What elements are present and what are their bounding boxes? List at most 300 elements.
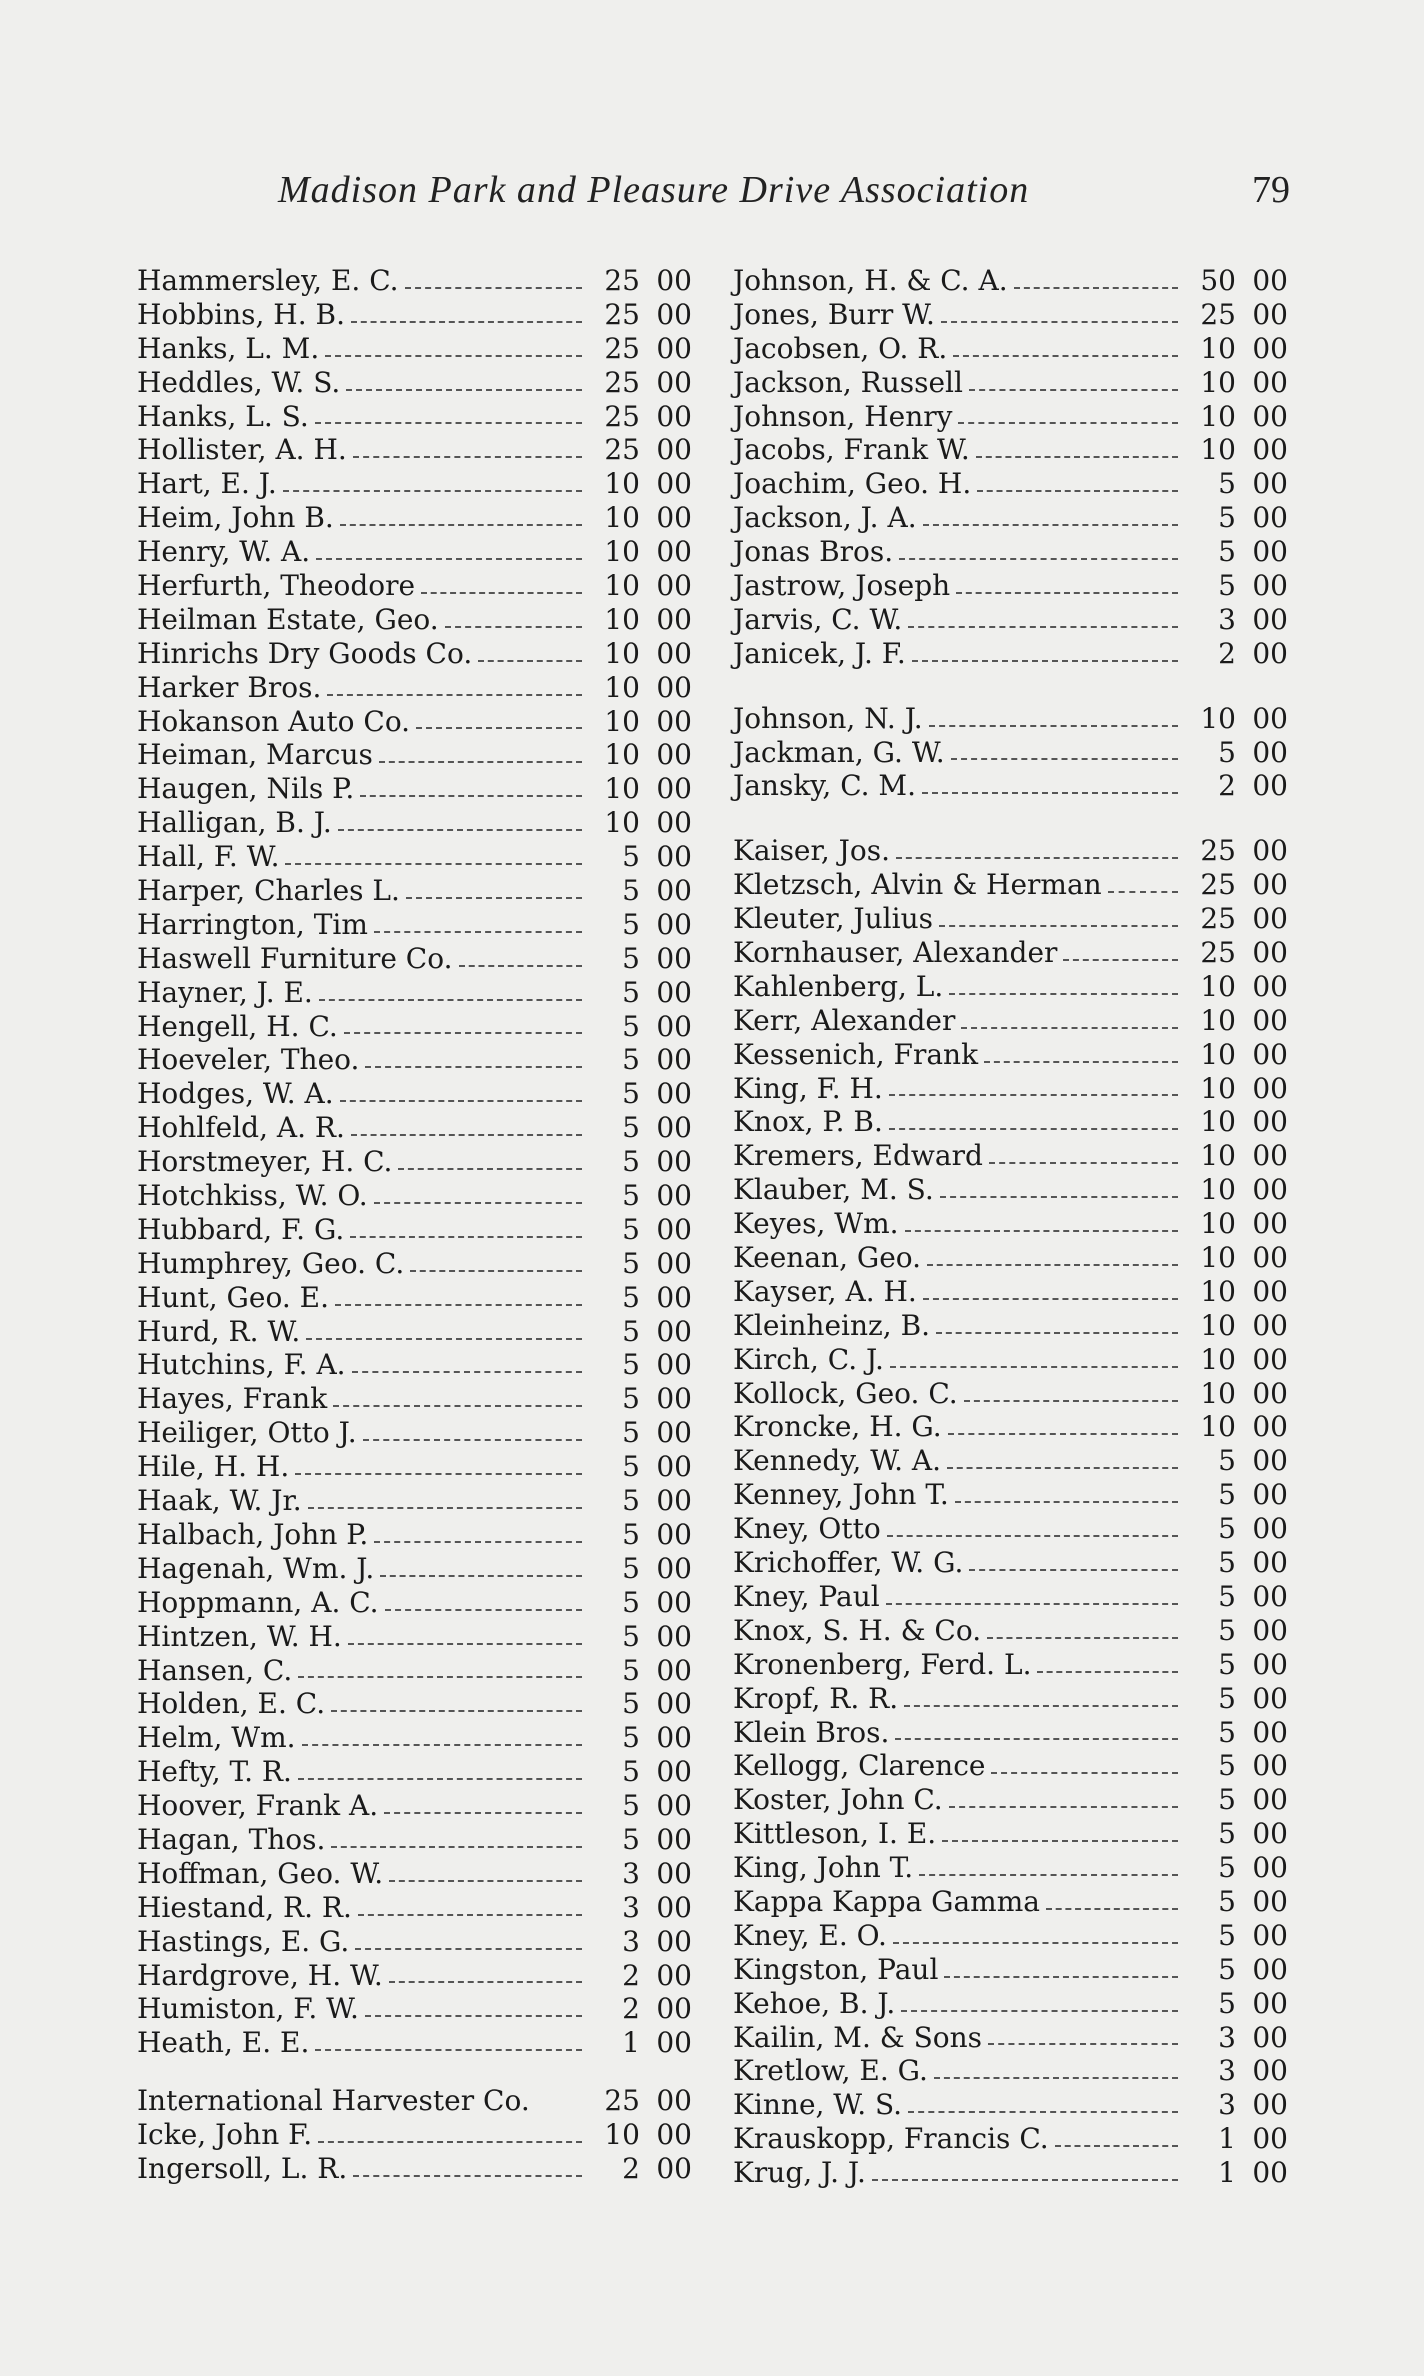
- contributor-row: [137, 1823, 692, 1857]
- contributor-row: [733, 1682, 1288, 1716]
- contributor-row: [733, 1072, 1288, 1106]
- leader-dots: [908, 2111, 1178, 2113]
- amount-cents: 00: [1252, 569, 1288, 602]
- leader-dots: [351, 1134, 582, 1136]
- contributor-name: Klein Bros.: [733, 1715, 890, 1749]
- contributor-name: Knox, S. H. & Co.: [733, 1613, 982, 1647]
- contributor-name: Halligan, B. J.: [137, 806, 332, 840]
- contributor-name: Johnson, H. & C. A.: [733, 263, 1008, 297]
- amount-dollars: 2: [622, 2151, 640, 2185]
- amount-cents: 00: [1252, 1342, 1288, 1376]
- contributor-row: [733, 736, 1288, 770]
- contributor-name: Helm, Wm.: [137, 1721, 296, 1755]
- leader-dots: [940, 1196, 1178, 1198]
- contributor-row: [137, 840, 692, 874]
- amount-cents: 00: [1252, 1478, 1288, 1512]
- contributor-name: Kronenberg, Ferd. L.: [733, 1647, 1032, 1681]
- contributor-name: Hotchkiss, W. O.: [137, 1179, 368, 1213]
- contributor-row: [137, 874, 692, 908]
- amount-cents: 00: [656, 1111, 692, 1145]
- amount-dollars: 5: [1218, 1613, 1236, 1647]
- contributor-name: Krauskopp, Francis C.: [733, 2122, 1049, 2156]
- contributor-row: [733, 1580, 1288, 1614]
- contributor-row: [733, 433, 1288, 467]
- contributor-name: Horstmeyer, H. C.: [137, 1145, 393, 1179]
- contributor-row: [137, 772, 692, 806]
- leader-dots: [944, 1976, 1178, 1978]
- amount-cents: 00: [656, 772, 692, 806]
- amount-dollars: 5: [1218, 1444, 1236, 1478]
- contributor-row: [733, 1749, 1288, 1783]
- contributor-name: Kappa Kappa Gamma: [733, 1884, 1040, 1918]
- contributor-row: [733, 535, 1288, 569]
- amount-cents: 00: [1252, 1817, 1288, 1851]
- leader-dots: [893, 1942, 1178, 1944]
- running-title: Madison Park and Pleasure Drive Association: [278, 169, 1030, 211]
- contributor-row: [137, 1620, 692, 1654]
- amount-dollars: 1: [622, 2026, 640, 2060]
- contributor-row: [733, 2122, 1288, 2156]
- amount-dollars: 10: [1200, 331, 1236, 365]
- amount-dollars: 10: [1200, 365, 1236, 399]
- contributor-row: [137, 1687, 692, 1721]
- contributor-row: [137, 1789, 692, 1823]
- amount-cents: 00: [1252, 1851, 1288, 1885]
- contributor-row: [733, 970, 1288, 1004]
- amount-cents: 00: [656, 2084, 692, 2118]
- contributor-name: Johnson, N. J.: [733, 701, 923, 735]
- amount-cents: 00: [656, 467, 692, 501]
- amount-cents: 00: [656, 1246, 692, 1280]
- amount-dollars: 10: [604, 704, 640, 738]
- leader-dots: [886, 1603, 1178, 1605]
- amount-dollars: 2: [1218, 636, 1236, 670]
- amount-dollars: 3: [1218, 2088, 1236, 2122]
- leader-dots: [306, 1338, 582, 1340]
- amount-cents: 00: [1252, 969, 1288, 1003]
- amount-dollars: 5: [622, 1077, 640, 1111]
- section-gap: [733, 803, 1288, 834]
- leader-dots: [934, 2077, 1178, 2079]
- amount-cents: 00: [1252, 1715, 1288, 1749]
- contributor-name: Hall, F. W.: [137, 840, 280, 874]
- amount-cents: 00: [656, 1450, 692, 1484]
- amount-dollars: 5: [1218, 1918, 1236, 1952]
- amount-dollars: 10: [1200, 433, 1236, 467]
- contributor-name: Hayner, J. E.: [137, 975, 313, 1009]
- leader-dots: [348, 1643, 582, 1645]
- amount-cents: 00: [1252, 1274, 1288, 1308]
- contributor-name: Hubbard, F. G.: [137, 1212, 345, 1246]
- contributor-name: Henry, W. A.: [137, 535, 311, 569]
- amount-cents: 00: [656, 501, 692, 535]
- contributor-row: [137, 1111, 692, 1145]
- amount-cents: 00: [656, 840, 692, 874]
- amount-dollars: 5: [1218, 1546, 1236, 1580]
- leader-dots: [956, 592, 1178, 594]
- leader-dots: [929, 725, 1178, 727]
- amount-dollars: 25: [604, 297, 640, 331]
- amount-dollars: 5: [622, 1687, 640, 1721]
- leader-dots: [331, 1846, 582, 1848]
- amount-cents: 00: [656, 1992, 692, 2026]
- leader-dots: [352, 1371, 582, 1373]
- amount-dollars: 5: [1218, 569, 1236, 602]
- amount-dollars: 3: [1218, 602, 1236, 636]
- contributor-name: Kney, Paul: [733, 1579, 880, 1613]
- amount-cents: 00: [1252, 1003, 1288, 1037]
- leader-dots: [949, 993, 1178, 995]
- contributor-name: Hoeveler, Theo.: [137, 1043, 360, 1077]
- leader-dots: [958, 422, 1178, 424]
- amount-cents: 00: [1252, 834, 1288, 868]
- amount-dollars: 10: [604, 2118, 640, 2152]
- contributor-name: Kenney, John T.: [733, 1478, 949, 1512]
- contributor-name: Joachim, Geo. H.: [733, 467, 972, 501]
- amount-cents: 00: [656, 806, 692, 840]
- contributor-name: Janicek, J. F.: [733, 636, 906, 670]
- amount-dollars: 5: [622, 1721, 640, 1755]
- contributor-name: Kellogg, Clarence: [733, 1749, 986, 1783]
- contributor-row: [137, 1891, 692, 1925]
- contributor-name: Heiliger, Otto J.: [137, 1416, 357, 1450]
- contributor-row: [733, 1953, 1288, 1987]
- leader-dots: [1108, 891, 1178, 893]
- contributor-row: [733, 1716, 1288, 1750]
- contributor-name: Heath, E. E.: [137, 2026, 310, 2060]
- contributor-name: Jones, Burr W.: [733, 297, 935, 331]
- amount-dollars: 5: [1218, 467, 1236, 501]
- contributor-row: [137, 569, 692, 603]
- amount-cents: 00: [1252, 1376, 1288, 1410]
- contributor-name: Hastings, E. G.: [137, 1924, 350, 1958]
- amount-dollars: 10: [1200, 1105, 1236, 1139]
- amount-cents: 00: [656, 1416, 692, 1450]
- leader-dots: [365, 2015, 582, 2017]
- amount-dollars: 10: [1200, 1173, 1236, 1207]
- contributor-row: [733, 1411, 1288, 1445]
- leader-dots: [901, 2010, 1178, 2012]
- amount-dollars: 5: [622, 1484, 640, 1518]
- contributor-row: [137, 1857, 692, 1891]
- leader-dots: [344, 1032, 582, 1034]
- leader-dots: [302, 1744, 582, 1746]
- contributor-name: Hanks, L. S.: [137, 399, 309, 433]
- leader-dots: [942, 1840, 1178, 1842]
- contributor-row: [733, 1105, 1288, 1139]
- contributor-name: Humphrey, Geo. C.: [137, 1246, 405, 1280]
- contributor-row: [733, 2156, 1288, 2190]
- amount-cents: 00: [1252, 1952, 1288, 1986]
- leader-dots: [315, 422, 582, 424]
- contributor-row: [137, 705, 692, 739]
- contributor-name: Kaiser, Jos.: [733, 834, 890, 868]
- leader-dots: [351, 321, 582, 323]
- amount-dollars: 5: [1218, 1478, 1236, 1512]
- contributor-name: Hobbins, H. B.: [137, 297, 345, 331]
- leader-dots: [961, 1027, 1178, 1029]
- amount-dollars: 5: [622, 1416, 640, 1450]
- leader-dots: [340, 524, 582, 526]
- leader-dots: [385, 1609, 582, 1611]
- amount-cents: 00: [656, 670, 692, 704]
- contributor-name: Kingston, Paul: [733, 1952, 939, 1986]
- contributor-row: [137, 1721, 692, 1755]
- amount-cents: 00: [1252, 1884, 1288, 1918]
- leader-dots: [353, 2175, 582, 2177]
- amount-dollars: 5: [622, 1551, 640, 1585]
- amount-dollars: 10: [1200, 1410, 1236, 1444]
- contributor-name: Haswell Furniture Co.: [137, 941, 453, 975]
- contributor-row: [733, 769, 1288, 803]
- amount-cents: 00: [656, 1484, 692, 1518]
- amount-cents: 00: [1252, 297, 1288, 331]
- leader-dots: [333, 1405, 582, 1407]
- amount-dollars: 25: [1200, 902, 1236, 936]
- leader-dots: [363, 1439, 582, 1441]
- contributor-name: Heim, John B.: [137, 501, 334, 535]
- leader-dots: [1055, 2145, 1178, 2147]
- amount-dollars: 10: [1200, 399, 1236, 433]
- contributor-name: Jonas Bros.: [733, 535, 894, 569]
- amount-cents: 00: [656, 2026, 692, 2060]
- amount-dollars: 25: [1200, 297, 1236, 331]
- leader-dots: [374, 931, 582, 933]
- leader-dots: [384, 1812, 582, 1814]
- contributor-name: Jackson, Russell: [733, 365, 963, 399]
- contributor-name: Kney, E. O.: [733, 1918, 887, 1952]
- amount-cents: 00: [1252, 2054, 1288, 2088]
- contributor-row: [137, 501, 692, 535]
- leader-dots: [445, 626, 582, 628]
- amount-cents: 00: [656, 941, 692, 975]
- amount-cents: 00: [1252, 1512, 1288, 1546]
- amount-dollars: 3: [1218, 2054, 1236, 2088]
- contributor-row: [733, 298, 1288, 332]
- amount-dollars: 5: [622, 1382, 640, 1416]
- amount-cents: 00: [656, 331, 692, 365]
- contributor-name: Jastrow, Joseph: [733, 569, 951, 602]
- amount-cents: 00: [656, 297, 692, 331]
- contributor-row: [733, 637, 1288, 671]
- amount-dollars: 5: [1218, 1749, 1236, 1783]
- amount-dollars: 5: [622, 874, 640, 908]
- leader-dots: [365, 1066, 582, 1068]
- contributor-name: Knox, P. B.: [733, 1105, 883, 1139]
- contributor-name: Hanks, L. M.: [137, 331, 320, 365]
- contributor-row: [733, 1343, 1288, 1377]
- amount-dollars: 5: [622, 1145, 640, 1179]
- contributor-row: [733, 1444, 1288, 1478]
- contributor-name: Kollock, Geo. C.: [733, 1376, 958, 1410]
- contributor-row: [137, 671, 692, 705]
- amount-cents: 00: [1252, 1613, 1288, 1647]
- leader-dots: [1014, 287, 1178, 289]
- leader-dots: [308, 1507, 582, 1509]
- leader-dots: [949, 1806, 1178, 1808]
- contributor-name: Krug, J. J.: [733, 2156, 866, 2190]
- section-gap: [137, 2060, 692, 2084]
- amount-cents: 00: [1252, 1647, 1288, 1681]
- amount-cents: 00: [1252, 636, 1288, 670]
- amount-dollars: 5: [622, 1789, 640, 1823]
- contributor-name: Keyes, Wm.: [733, 1207, 899, 1241]
- amount-cents: 00: [656, 704, 692, 738]
- leader-dots: [987, 1637, 1178, 1639]
- leader-dots: [887, 1535, 1178, 1537]
- contributor-row: [137, 264, 692, 298]
- leader-dots: [895, 1738, 1178, 1740]
- amount-cents: 00: [1252, 1410, 1288, 1444]
- contributor-row: [137, 1484, 692, 1518]
- contributor-name: Kropf, R. R.: [733, 1681, 899, 1715]
- contributor-row: [137, 366, 692, 400]
- page-number: 79: [1252, 169, 1290, 211]
- contributor-row: [733, 400, 1288, 434]
- amount-cents: 00: [1252, 331, 1288, 365]
- contributor-name: Hohlfeld, A. R.: [137, 1111, 345, 1145]
- contributor-row: [137, 1925, 692, 1959]
- amount-cents: 00: [1252, 501, 1288, 535]
- leader-dots: [908, 626, 1178, 628]
- amount-cents: 00: [1252, 1139, 1288, 1173]
- amount-cents: 00: [656, 2151, 692, 2185]
- leader-dots: [989, 1162, 1178, 1164]
- contributor-row: [733, 1546, 1288, 1580]
- contributor-name: Jarvis, C. W.: [733, 602, 903, 636]
- leader-dots: [969, 389, 1178, 391]
- amount-dollars: 10: [1200, 701, 1236, 735]
- leader-dots: [298, 1676, 582, 1678]
- amount-dollars: 10: [1200, 1003, 1236, 1037]
- leader-dots: [358, 1914, 582, 1916]
- leader-dots: [315, 2049, 582, 2051]
- amount-cents: 00: [1252, 1579, 1288, 1613]
- amount-cents: 00: [656, 1755, 692, 1789]
- contributor-name: Kinne, W. S.: [733, 2088, 903, 2122]
- amount-dollars: 5: [622, 941, 640, 975]
- amount-dollars: 5: [622, 1517, 640, 1551]
- amount-dollars: 5: [622, 1179, 640, 1213]
- amount-dollars: 10: [604, 772, 640, 806]
- amount-dollars: 10: [604, 670, 640, 704]
- amount-cents: 00: [656, 1856, 692, 1890]
- contributor-row: [733, 569, 1288, 603]
- contributor-row: [733, 501, 1288, 535]
- amount-dollars: 1: [1218, 2156, 1236, 2190]
- contributor-row: [137, 806, 692, 840]
- contributor-row: [137, 976, 692, 1010]
- amount-cents: 00: [656, 399, 692, 433]
- amount-dollars: 10: [604, 636, 640, 670]
- contributor-row: [733, 264, 1288, 298]
- contributor-row: [137, 637, 692, 671]
- amount-dollars: 5: [1218, 1579, 1236, 1613]
- amount-cents: 00: [656, 1280, 692, 1314]
- amount-dollars: 5: [622, 1009, 640, 1043]
- contributor-name: Hansen, C.: [137, 1653, 293, 1687]
- leader-dots: [295, 1473, 582, 1475]
- amount-dollars: 3: [1218, 2020, 1236, 2054]
- leader-dots: [421, 592, 582, 594]
- amount-dollars: 10: [1200, 1037, 1236, 1071]
- contributor-name: Hunt, Geo. E.: [137, 1280, 329, 1314]
- amount-dollars: 5: [622, 975, 640, 1009]
- contributor-name: Hollister, A. H.: [137, 433, 347, 467]
- contributor-row: [733, 936, 1288, 970]
- amount-dollars: 25: [604, 399, 640, 433]
- contributor-row: [733, 1309, 1288, 1343]
- amount-cents: 00: [1252, 902, 1288, 936]
- amount-cents: 00: [1252, 1749, 1288, 1783]
- leader-dots: [338, 829, 582, 831]
- amount-dollars: 10: [604, 535, 640, 569]
- amount-dollars: 10: [604, 501, 640, 535]
- contributor-row: [733, 366, 1288, 400]
- amount-dollars: 10: [604, 738, 640, 772]
- contributor-row: [733, 1241, 1288, 1275]
- contributor-name: Hagan, Thos.: [137, 1822, 326, 1856]
- contributor-name: King, John T.: [733, 1851, 914, 1885]
- amount-dollars: 25: [604, 365, 640, 399]
- contributor-row: [137, 1349, 692, 1383]
- page-header: [140, 168, 1290, 224]
- amount-cents: 00: [656, 2118, 692, 2152]
- amount-cents: 00: [656, 535, 692, 569]
- amount-cents: 00: [656, 365, 692, 399]
- amount-cents: 00: [1252, 263, 1288, 297]
- contributor-name: Hart, E. J.: [137, 467, 277, 501]
- amount-cents: 00: [656, 602, 692, 636]
- contributor-name: Jacobs, Frank W.: [733, 433, 970, 467]
- amount-dollars: 25: [1200, 868, 1236, 902]
- amount-cents: 00: [1252, 1918, 1288, 1952]
- leader-dots: [346, 389, 582, 391]
- amount-dollars: 5: [622, 1111, 640, 1145]
- amount-dollars: 5: [1218, 1715, 1236, 1749]
- contributor-name: Harker Bros.: [137, 670, 322, 704]
- amount-dollars: 5: [622, 1450, 640, 1484]
- contributor-name: Hiestand, R. R.: [137, 1890, 352, 1924]
- contributor-row: [137, 1077, 692, 1111]
- leader-dots: [360, 795, 582, 797]
- contributor-name: Kehoe, B. J.: [733, 1986, 896, 2020]
- contributor-row: [733, 1817, 1288, 1851]
- amount-dollars: 10: [1200, 1071, 1236, 1105]
- contributor-row: [137, 1959, 692, 1993]
- leader-dots: [379, 761, 582, 763]
- amount-dollars: 5: [622, 907, 640, 941]
- contributor-name: Kittleson, I. E.: [733, 1817, 937, 1851]
- amount-cents: 00: [1252, 467, 1288, 501]
- amount-cents: 00: [1252, 399, 1288, 433]
- amount-cents: 00: [1252, 2122, 1288, 2156]
- contributor-row: [137, 942, 692, 976]
- contributor-row: [137, 1281, 692, 1315]
- left-column: [137, 264, 692, 2186]
- contributor-row: [137, 1518, 692, 1552]
- contributor-name: International Harvester Co.: [137, 2084, 530, 2118]
- contributor-row: [733, 1377, 1288, 1411]
- amount-cents: 00: [1252, 602, 1288, 636]
- contributor-name: Kleuter, Julius: [733, 902, 933, 936]
- amount-cents: 00: [656, 1077, 692, 1111]
- contributor-name: Hefty, T. R.: [137, 1755, 292, 1789]
- leader-dots: [350, 1236, 582, 1238]
- contributor-row: [137, 738, 692, 772]
- amount-cents: 00: [656, 1687, 692, 1721]
- leader-dots: [340, 1100, 582, 1102]
